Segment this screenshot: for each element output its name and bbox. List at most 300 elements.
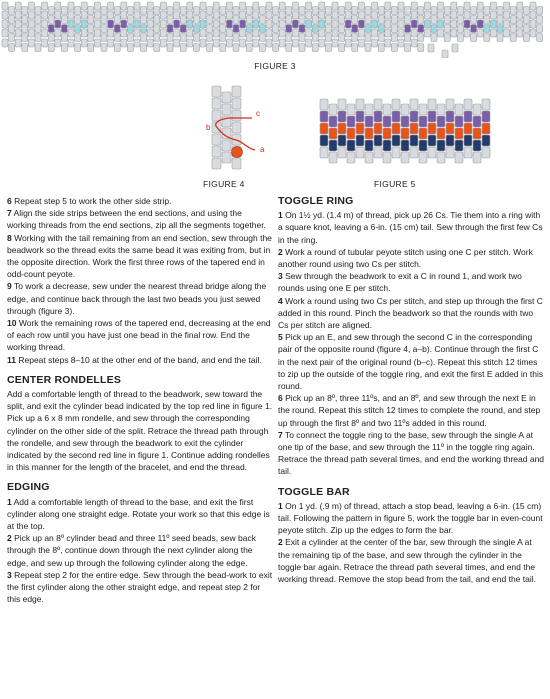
bead (114, 44, 120, 52)
bead (292, 39, 298, 47)
bead (42, 20, 48, 28)
bead (42, 11, 48, 19)
bead (232, 122, 241, 133)
bead (222, 92, 231, 103)
bead (517, 29, 523, 37)
bead (9, 44, 15, 52)
bead (212, 134, 221, 145)
bead (352, 25, 358, 33)
bead (28, 11, 34, 19)
bead (320, 147, 328, 158)
bead (455, 140, 463, 151)
bead (81, 20, 87, 28)
bead (28, 29, 34, 37)
bead (352, 34, 358, 42)
bead (365, 25, 371, 33)
bead (325, 44, 331, 52)
bead (365, 7, 371, 15)
step-number: 9 (7, 281, 12, 292)
bead (517, 11, 523, 19)
step-number: 4 (278, 295, 283, 306)
step-text: Add a comfortable length of thread to the base, and exit the first cylinder along one straight edge. Rotate your work so that this edge is at the top. (7, 496, 270, 532)
bead (385, 11, 391, 19)
bead (437, 104, 445, 115)
bead (383, 116, 391, 127)
bead (490, 29, 496, 37)
bead (490, 2, 496, 10)
bead (253, 2, 259, 10)
bead (266, 20, 272, 28)
bead (431, 25, 437, 33)
bead (345, 39, 351, 47)
step-paragraph (278, 429, 545, 478)
bead (523, 25, 529, 33)
bead (233, 7, 239, 15)
bead (28, 39, 34, 47)
step-number: 3 (7, 569, 12, 580)
bead (339, 25, 345, 33)
step-text: Work the remaining rows of the tapered end, decreasing at the end of each row until you have just one bead in the final row. End the working thread. (7, 318, 271, 353)
bead (220, 25, 226, 33)
bead (365, 34, 371, 42)
bead (392, 99, 400, 110)
bead (358, 11, 364, 19)
bead (401, 140, 409, 151)
step-paragraph (278, 270, 545, 294)
bead (127, 34, 133, 42)
bead (392, 123, 400, 134)
bead (35, 44, 41, 52)
step-paragraph (278, 295, 545, 332)
bead (418, 25, 424, 33)
bead (279, 20, 285, 28)
bead (504, 2, 510, 10)
bead (464, 147, 472, 158)
bead (279, 39, 285, 47)
bead (108, 2, 114, 10)
bead (273, 34, 279, 42)
step-text: Working with the tail remaining from an end section, sew through the beadwork so the thread exits the same bead it was exiting from, but in the opposite direction. Work the first three rows of the tapered end in odd-count peyote. (7, 232, 272, 280)
bead (457, 7, 463, 15)
bead (398, 2, 404, 10)
bead (9, 34, 15, 42)
step-text: Pick up an 8º cylinder bead and three 11º seed beads, sew back through the 8º, continue down through the next cylinder along the edge, and sew up through the following cylinder along the edge. (7, 533, 256, 568)
bead (193, 44, 199, 52)
bead (141, 7, 147, 15)
bead (141, 25, 147, 33)
bead (419, 116, 427, 127)
step-text: To connect the toggle ring to the base, sew through the single A at one tip of the base, and sew through the 11º in the toggle ring again. Retrace the thread path several times, and end the working thread and tail. (278, 429, 545, 477)
bead (391, 34, 397, 42)
step-paragraph (7, 195, 273, 207)
bead (398, 11, 404, 19)
bead (320, 99, 328, 110)
point-label: a (260, 145, 265, 154)
step-number: 3 (278, 271, 283, 282)
bead (504, 11, 510, 19)
bead (374, 123, 382, 134)
bead (61, 16, 67, 24)
bead (347, 116, 355, 127)
bead (9, 25, 15, 33)
bead (537, 7, 543, 15)
step-paragraph (7, 232, 273, 281)
bead (339, 44, 345, 52)
bead (411, 39, 417, 47)
bead (292, 29, 298, 37)
step-paragraph (7, 354, 273, 366)
step-text: To work a decrease, sew under the nearest thread bridge along the edge, and continue back through the last two beads you just sewed through (figure 3). (7, 281, 267, 316)
bead (428, 44, 434, 52)
step-number: 1 (7, 496, 12, 507)
bead (180, 34, 186, 42)
bead (329, 152, 337, 163)
bead (477, 20, 483, 28)
bead (160, 11, 166, 19)
bead (374, 111, 382, 122)
bead (75, 44, 81, 52)
step-paragraph (278, 392, 545, 429)
bead (160, 2, 166, 10)
bead (246, 25, 252, 33)
bead (222, 140, 231, 151)
bead (365, 116, 373, 127)
bead (174, 39, 180, 47)
bead (312, 16, 318, 24)
bead (398, 39, 404, 47)
bead (356, 123, 364, 134)
bead (473, 128, 481, 139)
bead (75, 7, 81, 15)
bead (141, 34, 147, 42)
bead (147, 29, 153, 37)
bead (339, 7, 345, 15)
bead (446, 111, 454, 122)
bead (464, 20, 470, 28)
toggle-ring-heading: TOGGLE RING (278, 195, 354, 207)
bead (419, 128, 427, 139)
highlight-bead (232, 147, 243, 158)
bead (473, 116, 481, 127)
bead (108, 29, 114, 37)
bead (200, 29, 206, 37)
bead (306, 29, 312, 37)
bead (273, 7, 279, 15)
figure-4-caption: FIGURE 4 (203, 179, 245, 189)
bead (401, 152, 409, 163)
bead (352, 16, 358, 24)
step-paragraph (7, 317, 273, 354)
bead (286, 25, 292, 33)
bead (226, 20, 232, 28)
bead (212, 86, 221, 97)
bead (338, 111, 346, 122)
bead (35, 16, 41, 24)
bead (134, 29, 140, 37)
bead (484, 34, 490, 42)
bead (299, 25, 305, 33)
step-paragraph (7, 496, 273, 533)
bead (523, 16, 529, 24)
bead (497, 34, 503, 42)
bead (424, 29, 430, 37)
bead (325, 34, 331, 42)
bead (127, 25, 133, 33)
bead (455, 116, 463, 127)
bead (94, 20, 100, 28)
bead (378, 44, 384, 52)
bead (428, 123, 436, 134)
bead (392, 135, 400, 146)
bead (232, 110, 241, 121)
bead (61, 25, 67, 33)
step-number: 7 (7, 208, 12, 219)
bead (200, 11, 206, 19)
step-text: Align the side strips between the end sections, and using the working threads from the end sections, zip all the segments together. (7, 208, 266, 231)
bead (193, 34, 199, 42)
bead (212, 146, 221, 157)
bead (332, 29, 338, 37)
step-text: Pick up an E, and sew through the second C in the corresponding pair of the opposite round (figure 4, a–b). Continue through the first C in the next pair of the original round (b–c). Repeat this stitch 12 times to zip up the outside of the toggle ring, and exit the first E added in this round. (278, 332, 544, 392)
bead (345, 20, 351, 28)
bead (114, 16, 120, 24)
bead (464, 135, 472, 146)
bead (187, 29, 193, 37)
bead (48, 25, 54, 33)
bead (200, 2, 206, 10)
bead (383, 140, 391, 151)
bead (477, 11, 483, 19)
bead (180, 44, 186, 52)
bead (320, 135, 328, 146)
bead (392, 111, 400, 122)
bead (464, 111, 472, 122)
bead (22, 34, 28, 42)
bead (306, 20, 312, 28)
bead (383, 104, 391, 115)
bead (174, 20, 180, 28)
bead (28, 2, 34, 10)
bead (240, 39, 246, 47)
bead (121, 20, 127, 28)
bead (259, 44, 265, 52)
bead (473, 152, 481, 163)
bead (464, 29, 470, 37)
bead (477, 29, 483, 37)
bead (339, 16, 345, 24)
step-paragraph (278, 536, 545, 585)
bead (484, 16, 490, 24)
bead (419, 140, 427, 151)
bead (299, 16, 305, 24)
bead (482, 135, 490, 146)
bead (48, 44, 54, 52)
bead (134, 2, 140, 10)
bead (530, 29, 536, 37)
bead (358, 20, 364, 28)
bead (55, 29, 61, 37)
bead (401, 104, 409, 115)
bead (35, 7, 41, 15)
bead (121, 2, 127, 10)
bead (299, 34, 305, 42)
bead (306, 39, 312, 47)
intro-steps (7, 195, 273, 366)
bead (55, 11, 61, 19)
bead (455, 128, 463, 139)
bead (108, 39, 114, 47)
step-number: 1 (278, 210, 283, 221)
bead (193, 7, 199, 15)
bead (292, 20, 298, 28)
bead (94, 11, 100, 19)
bead (537, 25, 543, 33)
bead (385, 39, 391, 47)
step-number: 1 (278, 500, 283, 511)
bead (160, 39, 166, 47)
bead (246, 16, 252, 24)
bead (81, 29, 87, 37)
toggle-bar-steps (278, 500, 545, 585)
bead (424, 20, 430, 28)
bead (108, 11, 114, 19)
bead (537, 34, 543, 42)
step-number: 5 (278, 332, 283, 343)
bead (81, 39, 87, 47)
bead (94, 2, 100, 10)
toggle-ring-steps (278, 209, 545, 477)
bead (504, 20, 510, 28)
bead (329, 104, 337, 115)
bead (484, 7, 490, 15)
bead (437, 140, 445, 151)
bead (68, 39, 74, 47)
bead (446, 123, 454, 134)
bead (141, 16, 147, 24)
bead (484, 25, 490, 33)
bead (378, 25, 384, 33)
bead (365, 16, 371, 24)
bead (418, 7, 424, 15)
bead (446, 147, 454, 158)
bead (42, 29, 48, 37)
bead (424, 11, 430, 19)
bead (347, 104, 355, 115)
bead (212, 110, 221, 121)
bead (392, 147, 400, 158)
bead (42, 2, 48, 10)
bead (246, 7, 252, 15)
bead (319, 11, 325, 19)
bead (141, 44, 147, 52)
bead (207, 7, 213, 15)
bead (312, 34, 318, 42)
bead (477, 2, 483, 10)
bead (356, 99, 364, 110)
bead (345, 2, 351, 10)
bead (437, 128, 445, 139)
bead (411, 29, 417, 37)
bead (405, 16, 411, 24)
bead (473, 104, 481, 115)
bead (48, 7, 54, 15)
bead (385, 29, 391, 37)
bead (2, 29, 8, 37)
figure-5-caption: FIGURE 5 (374, 179, 416, 189)
bead (523, 7, 529, 15)
bead (372, 29, 378, 37)
bead (180, 16, 186, 24)
step-number: 6 (7, 196, 12, 206)
bead (455, 152, 463, 163)
bead (345, 29, 351, 37)
bead (482, 123, 490, 134)
bead (253, 11, 259, 19)
bead (101, 25, 107, 33)
bead (279, 2, 285, 10)
bead (240, 2, 246, 10)
bead (273, 25, 279, 33)
bead (2, 2, 8, 10)
edging-steps (7, 496, 273, 606)
bead (352, 7, 358, 15)
bead (319, 29, 325, 37)
bead (464, 2, 470, 10)
bead (320, 123, 328, 134)
bead (383, 128, 391, 139)
bead (220, 7, 226, 15)
bead (61, 7, 67, 15)
bead (451, 2, 457, 10)
bead (497, 16, 503, 24)
bead (332, 2, 338, 10)
bead (428, 135, 436, 146)
bead (22, 44, 28, 52)
bead (75, 25, 81, 33)
bead (457, 34, 463, 42)
bead (405, 44, 411, 52)
bead (372, 20, 378, 28)
bead (121, 39, 127, 47)
bead (187, 11, 193, 19)
bead (286, 34, 292, 42)
bead (482, 111, 490, 122)
bead (253, 39, 259, 47)
bead (207, 44, 213, 52)
left-column (7, 195, 273, 606)
bead (240, 11, 246, 19)
bead (193, 25, 199, 33)
bead (88, 44, 94, 52)
bead (356, 135, 364, 146)
bead (292, 11, 298, 19)
edging-heading: EDGING (7, 481, 50, 494)
center-rondelles-text: Add a comfortable length of thread to the beadwork, sew toward the split, and exit the cylinder bead indicated by the top red line in figure 1. Pick up a 6 x 8 mm rondelle, and sew through the corresponding cylinder on the other side of the split. Retrace the thread path through the rondelle, and sew through the beadwork to exit the cylinder indicated by the second red line in figure 1. Continue adding rondelles in this manner for the length of the bracelet, and end the thread. (7, 389, 273, 473)
bead (160, 20, 166, 28)
bead (121, 11, 127, 19)
bead (81, 2, 87, 10)
bead (220, 44, 226, 52)
bead (101, 34, 107, 42)
bead (428, 99, 436, 110)
bead (147, 2, 153, 10)
bead (232, 86, 241, 97)
bead (452, 44, 458, 52)
bead (365, 152, 373, 163)
bead (2, 20, 8, 28)
bead (464, 99, 472, 110)
bead (444, 16, 450, 24)
